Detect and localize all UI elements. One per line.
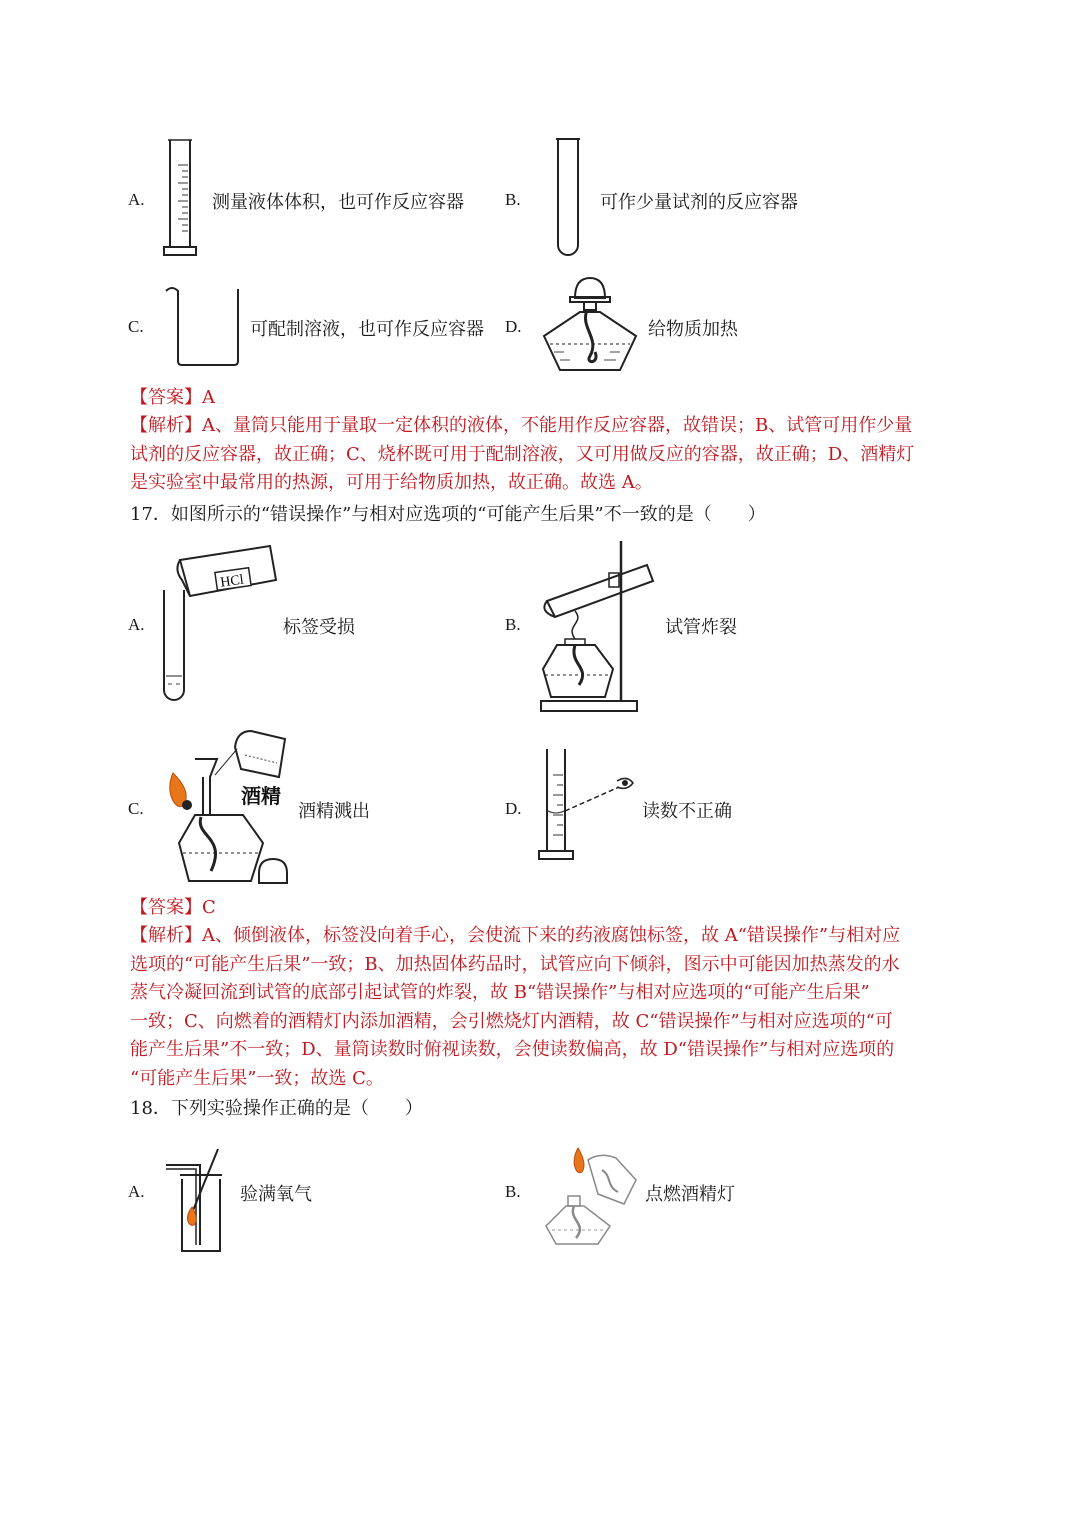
alcohol-lamp-figure [540, 268, 640, 378]
q17-answer-label: 【答案】 [130, 897, 202, 918]
analysis-line: 一致；C、向燃着的酒精灯内添加酒精，会引燃烧灯内酒精，故 C“错误操作”与相对应选项的“可 [130, 1010, 893, 1032]
q17-analysis-label: 【解析】 [130, 925, 202, 946]
q17-analysis [130, 922, 900, 1093]
lighting-lamp-figure [540, 1140, 640, 1252]
q16-option-c-letter: C. [128, 317, 144, 336]
q17-option-b-letter: B. [505, 615, 521, 634]
q18-option-a-text: 验满氧气 [240, 1184, 312, 1205]
q18-stem: 18．下列实验操作正确的是（ ） [130, 1098, 423, 1119]
q16-option-d-letter: D. [505, 317, 522, 336]
analysis-line: “可能产生后果”一致；故选 C。 [130, 1067, 384, 1089]
q17-option-d-letter: D. [505, 799, 522, 818]
alcohol-label: 酒精 [241, 784, 281, 808]
q17-option-c-text: 酒精溅出 [298, 801, 370, 822]
graduated-cylinder-figure [160, 135, 200, 260]
test-tube-figure [550, 135, 586, 260]
cylinder-reading-figure [535, 745, 645, 865]
beaker-figure [162, 283, 242, 368]
q18-option-a-letter: A. [128, 1182, 145, 1201]
q17-stem: 17．如图所示的“错误操作”与相对应选项的“可能产生后果”不一致的是（ ） [130, 504, 766, 525]
q16-option-a-text: 测量液体体积，也可作反应容器 [212, 192, 464, 213]
analysis-line: 试剂的反应容器，故正确；C、烧杯既可用于配制溶液，又可用做反应的容器，故正确；D、酒精灯 [130, 443, 915, 465]
q16-option-a-letter: A. [128, 190, 145, 209]
q17-answer-value: C [202, 897, 216, 918]
q17-option-d-text: 读数不正确 [642, 801, 732, 822]
q18-option-b-text: 点燃酒精灯 [645, 1184, 735, 1205]
q16-analysis [130, 412, 914, 498]
q16-analysis-label: 【解析】 [130, 415, 202, 436]
analysis-line: 能产生后果”不一致；D、量筒读数时俯视读数，会使读数偏高，故 D“错误操作”与相对应选项的 [130, 1039, 895, 1060]
analysis-line: 选项的“可能产生后果”一致；B、加热固体药品时，试管应向下倾斜，图示中可能因加热蒸发的水 [130, 953, 900, 975]
q18-option-b-letter: B. [505, 1182, 521, 1201]
q17-option-b-text: 试管炸裂 [665, 617, 737, 638]
analysis-line: A、倾倒液体，标签没向着手心，会使流下来的药液腐蚀标签，故 A“错误操作”与相对应 [202, 925, 901, 946]
pouring-hcl-figure [150, 540, 280, 710]
q16-option-b-text: 可作少量试剂的反应容器 [600, 192, 798, 213]
q17-answer [130, 894, 216, 923]
q17-option-a-letter: A. [128, 615, 145, 634]
q16-option-c-text: 可配制溶液，也可作反应容器 [250, 319, 484, 340]
adding-alcohol-figure [155, 725, 295, 890]
oxygen-test-figure [162, 1145, 232, 1260]
q16-answer [130, 384, 215, 413]
q16-answer-value: A [202, 387, 215, 408]
q17-option-a-text: 标签受损 [283, 617, 355, 638]
heating-test-tube-figure [535, 535, 665, 715]
q16-option-d-text: 给物质加热 [648, 319, 738, 340]
analysis-line: 是实验室中最常用的热源，可用于给物质加热，故正确。故选 A。 [130, 472, 653, 493]
analysis-line: A、量筒只能用于量取一定体积的液体，不能用作反应容器，故错误；B、试管可用作少量 [202, 415, 913, 436]
q16-option-b-letter: B. [505, 190, 521, 209]
analysis-line: 蒸气冷凝回流到试管的底部引起试管的炸裂，故 B“错误操作”与相对应选项的“可能产生后果” [130, 982, 870, 1003]
q16-answer-label: 【答案】 [130, 387, 202, 408]
hcl-label: HCl [219, 572, 245, 591]
q17-option-c-letter: C. [128, 799, 144, 818]
